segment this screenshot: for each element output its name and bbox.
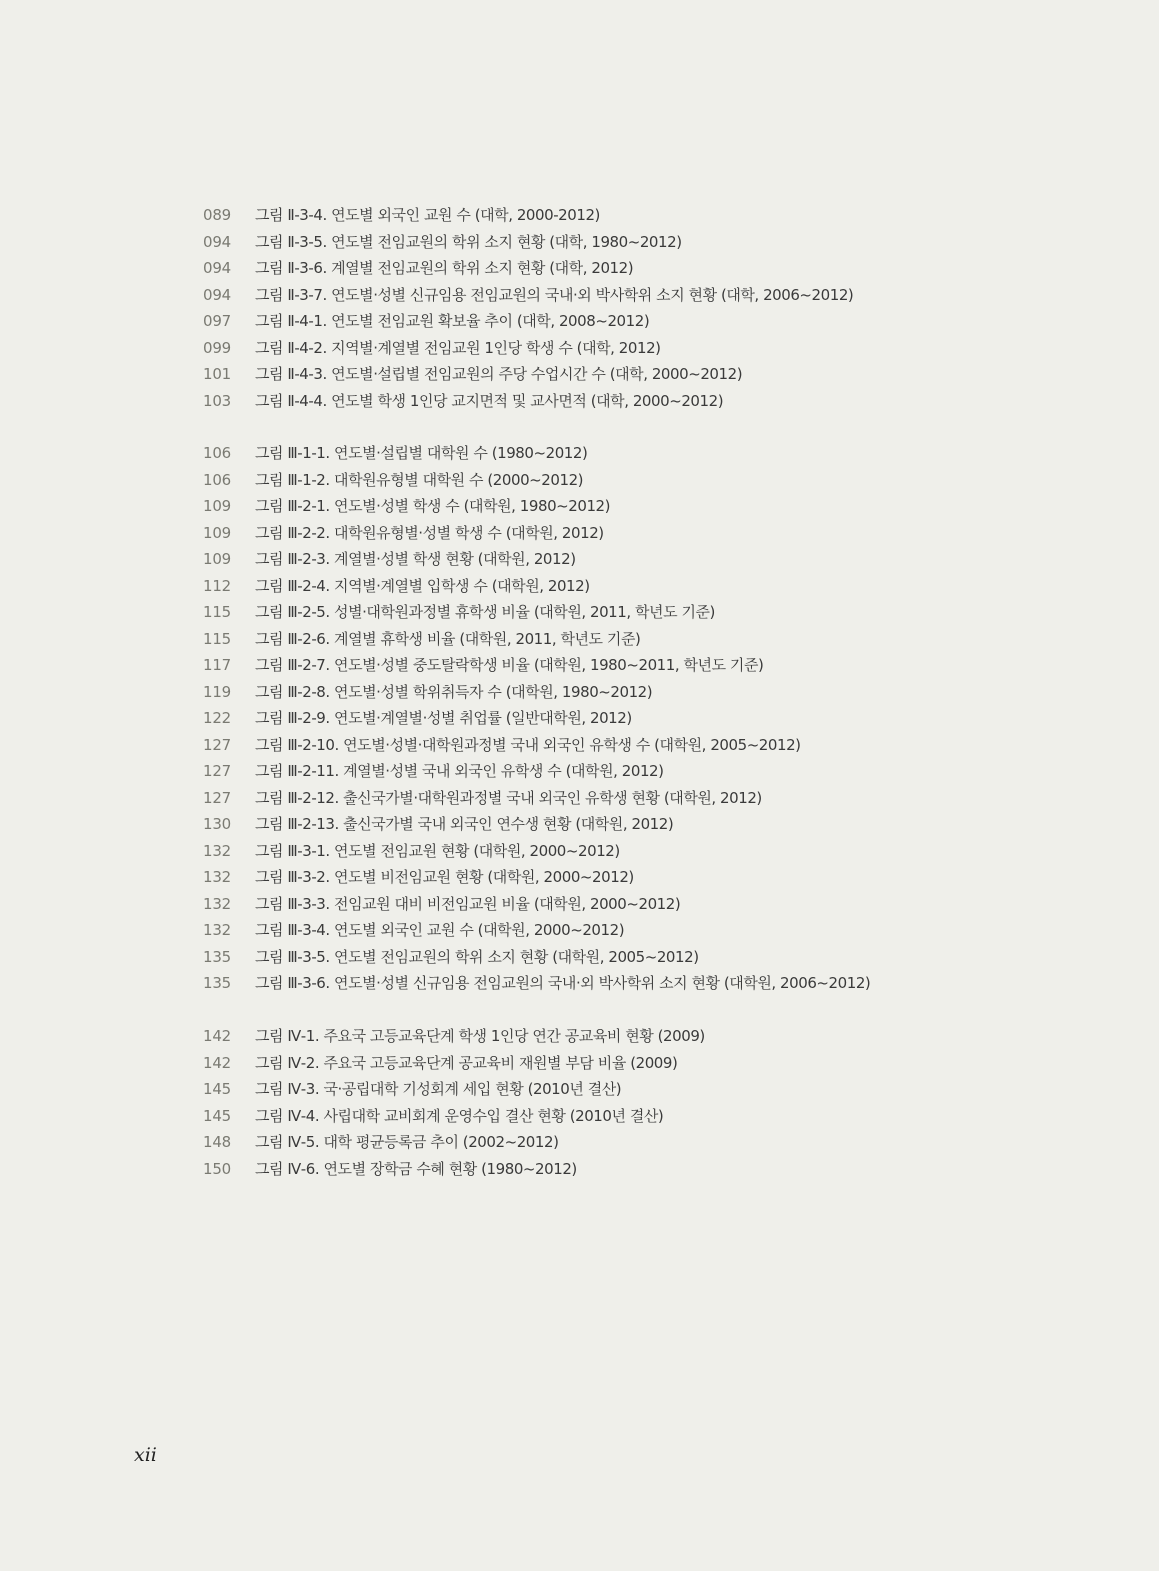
toc-entry[interactable] [0, 467, 1159, 494]
page-number: xii [134, 1444, 157, 1466]
toc-entry[interactable] [0, 864, 1159, 891]
figure-title: 그림 Ⅲ-2-7. 연도별·성별 중도탈락학생 비율 (대학원, 1980~2011, 학년도 기준) [255, 656, 764, 674]
page-ref: 109 [203, 523, 232, 542]
figure-title: 그림 Ⅲ-2-3. 계열별·성별 학생 현황 (대학원, 2012) [255, 550, 576, 568]
figure-title: 그림 Ⅲ-2-12. 출신국가별·대학원과정별 국내 외국인 유학생 현황 (대학원, 2012) [255, 788, 762, 807]
toc-entry[interactable] [0, 1103, 1159, 1130]
toc-entry[interactable] [0, 335, 1159, 362]
figure-title: 그림 Ⅳ-4. 사립대학 교비회계 운영수입 결산 현황 (2010년 결산) [255, 1106, 664, 1125]
toc-entry[interactable] [0, 202, 1159, 229]
figure-title: 그림 Ⅲ-3-6. 연도별·성별 신규임용 전임교원의 국내·외 박사학위 소지 현황 (대학원, 2006~2012) [255, 974, 871, 992]
figure-title: 그림 Ⅱ-4-2. 지역별·계열별 전임교원 1인당 학생 수 (대학, 2012) [255, 338, 661, 357]
toc-entry[interactable] [0, 1050, 1159, 1077]
toc-entry[interactable] [0, 626, 1159, 653]
figure-group-section-3 [0, 440, 1159, 997]
toc-entry[interactable] [0, 758, 1159, 785]
toc-entry[interactable] [0, 1076, 1159, 1103]
toc-entry[interactable] [0, 944, 1159, 971]
page-ref: 109 [203, 497, 232, 515]
page-ref: 115 [203, 603, 232, 621]
toc-entry[interactable] [0, 1023, 1159, 1050]
figure-title: 그림 Ⅱ-3-4. 연도별 외국인 교원 수 (대학, 2000-2012) [255, 206, 600, 224]
page-ref: 094 [203, 232, 232, 251]
figure-title: 그림 Ⅳ-2. 주요국 고등교육단계 공교육비 재원별 부담 비율 (2009) [255, 1053, 678, 1072]
figure-title: 그림 Ⅳ-6. 연도별 장학금 수혜 현황 (1980~2012) [255, 1159, 577, 1178]
figure-title: 그림 Ⅱ-3-6. 계열별 전임교원의 학위 소지 현황 (대학, 2012) [255, 259, 634, 277]
figure-group-section-2 [0, 202, 1159, 414]
figure-title: 그림 Ⅲ-2-2. 대학원유형별·성별 학생 수 (대학원, 2012) [255, 523, 604, 542]
page-ref: 132 [203, 894, 232, 913]
figure-title: 그림 Ⅲ-2-10. 연도별·성별·대학원과정별 국내 외국인 유학생 수 (대학원, 2005~2012) [255, 735, 801, 754]
page-ref: 112 [203, 576, 232, 595]
toc-entry[interactable] [0, 785, 1159, 812]
toc-entry[interactable] [0, 388, 1159, 415]
figure-title: 그림 Ⅲ-2-11. 계열별·성별 국내 외국인 유학생 수 (대학원, 2012) [255, 762, 664, 780]
toc-entry[interactable] [0, 255, 1159, 282]
figure-title: 그림 Ⅲ-3-3. 전임교원 대비 비전임교원 비율 (대학원, 2000~2012) [255, 894, 681, 913]
page-ref: 132 [203, 921, 232, 939]
page-ref: 142 [203, 1053, 232, 1072]
figure-title: 그림 Ⅲ-2-1. 연도별·성별 학생 수 (대학원, 1980~2012) [255, 497, 611, 515]
toc-entry[interactable] [0, 705, 1159, 732]
toc-entry[interactable] [0, 520, 1159, 547]
page-ref: 103 [203, 391, 232, 410]
page-ref: 142 [203, 1027, 232, 1045]
figure-title: 그림 Ⅳ-5. 대학 평균등록금 추이 (2002~2012) [255, 1133, 559, 1151]
toc-entry[interactable] [0, 361, 1159, 388]
toc-entry[interactable] [0, 679, 1159, 706]
page-ref: 135 [203, 974, 232, 992]
toc-entry[interactable] [0, 652, 1159, 679]
page-ref: 089 [203, 206, 232, 224]
toc-entry[interactable] [0, 573, 1159, 600]
figure-title: 그림 Ⅲ-2-9. 연도별·계열별·성별 취업률 (일반대학원, 2012) [255, 709, 632, 727]
page-ref: 097 [203, 312, 232, 330]
figure-title: 그림 Ⅲ-2-8. 연도별·성별 학위취득자 수 (대학원, 1980~2012) [255, 682, 653, 701]
page-ref: 094 [203, 285, 232, 304]
page-ref: 109 [203, 550, 232, 568]
figure-title: 그림 Ⅱ-4-1. 연도별 전임교원 확보율 추이 (대학, 2008~2012) [255, 312, 650, 330]
page-ref: 122 [203, 709, 232, 727]
page-ref: 127 [203, 788, 232, 807]
toc-entry[interactable] [0, 229, 1159, 256]
page-ref: 132 [203, 868, 232, 886]
figure-title: 그림 Ⅱ-3-5. 연도별 전임교원의 학위 소지 현황 (대학, 1980~2012) [255, 232, 682, 251]
figure-title: 그림 Ⅲ-2-5. 성별·대학원과정별 휴학생 비율 (대학원, 2011, 학년도 기준) [255, 603, 715, 621]
page-ref: 106 [203, 444, 232, 462]
page-ref: 101 [203, 365, 232, 383]
figure-title: 그림 Ⅱ-3-7. 연도별·성별 신규임용 전임교원의 국내·외 박사학위 소지 현황 (대학, 2006~2012) [255, 285, 854, 304]
toc-entry[interactable] [0, 838, 1159, 865]
page-ref: 145 [203, 1106, 232, 1125]
page-ref: 135 [203, 947, 232, 966]
figure-group-section-4 [0, 1023, 1159, 1182]
figure-title: 그림 Ⅲ-2-6. 계열별 휴학생 비율 (대학원, 2011, 학년도 기준) [255, 629, 641, 648]
figure-title: 그림 Ⅱ-4-4. 연도별 학생 1인당 교지면적 및 교사면적 (대학, 2000~2012) [255, 391, 724, 410]
toc-entry[interactable] [0, 1156, 1159, 1183]
toc-entry[interactable] [0, 732, 1159, 759]
figure-title: 그림 Ⅱ-4-3. 연도별·설립별 전임교원의 주당 수업시간 수 (대학, 2000~2012) [255, 365, 743, 383]
page-ref: 127 [203, 735, 232, 754]
figure-title: 그림 Ⅲ-3-5. 연도별 전임교원의 학위 소지 현황 (대학원, 2005~2012) [255, 947, 699, 966]
toc-entry[interactable] [0, 493, 1159, 520]
toc-entry[interactable] [0, 308, 1159, 335]
page-ref: 094 [203, 259, 232, 277]
toc-entry[interactable] [0, 811, 1159, 838]
page-ref: 106 [203, 470, 232, 489]
toc-entry[interactable] [0, 917, 1159, 944]
figure-title: 그림 Ⅳ-1. 주요국 고등교육단계 학생 1인당 연간 공교육비 현황 (2009) [255, 1027, 705, 1045]
page-ref: 132 [203, 841, 232, 860]
figure-title: 그림 Ⅲ-2-4. 지역별·계열별 입학생 수 (대학원, 2012) [255, 576, 590, 595]
toc-entry[interactable] [0, 970, 1159, 997]
figure-title: 그림 Ⅲ-3-1. 연도별 전임교원 현황 (대학원, 2000~2012) [255, 841, 620, 860]
page-ref: 099 [203, 338, 232, 357]
toc-entry[interactable] [0, 440, 1159, 467]
page-ref: 115 [203, 629, 232, 648]
page-ref: 127 [203, 762, 232, 780]
figure-title: 그림 Ⅳ-3. 국·공립대학 기성회계 세입 현황 (2010년 결산) [255, 1080, 622, 1098]
toc-entry[interactable] [0, 282, 1159, 309]
toc-entry[interactable] [0, 546, 1159, 573]
figure-title: 그림 Ⅲ-3-4. 연도별 외국인 교원 수 (대학원, 2000~2012) [255, 921, 625, 939]
figure-title: 그림 Ⅲ-3-2. 연도별 비전임교원 현황 (대학원, 2000~2012) [255, 868, 634, 886]
page-ref: 145 [203, 1080, 232, 1098]
page-ref: 130 [203, 815, 232, 833]
toc-entry[interactable] [0, 891, 1159, 918]
page-ref: 150 [203, 1159, 232, 1178]
page-ref: 119 [203, 682, 232, 701]
page-ref: 117 [203, 656, 232, 674]
page-ref: 148 [203, 1133, 232, 1151]
figure-title: 그림 Ⅲ-2-13. 출신국가별 국내 외국인 연수생 현황 (대학원, 2012) [255, 815, 674, 833]
figure-title: 그림 Ⅲ-1-1. 연도별·설립별 대학원 수 (1980~2012) [255, 444, 588, 462]
toc-entry[interactable] [0, 599, 1159, 626]
toc-entry[interactable] [0, 1129, 1159, 1156]
figure-title: 그림 Ⅲ-1-2. 대학원유형별 대학원 수 (2000~2012) [255, 470, 584, 489]
